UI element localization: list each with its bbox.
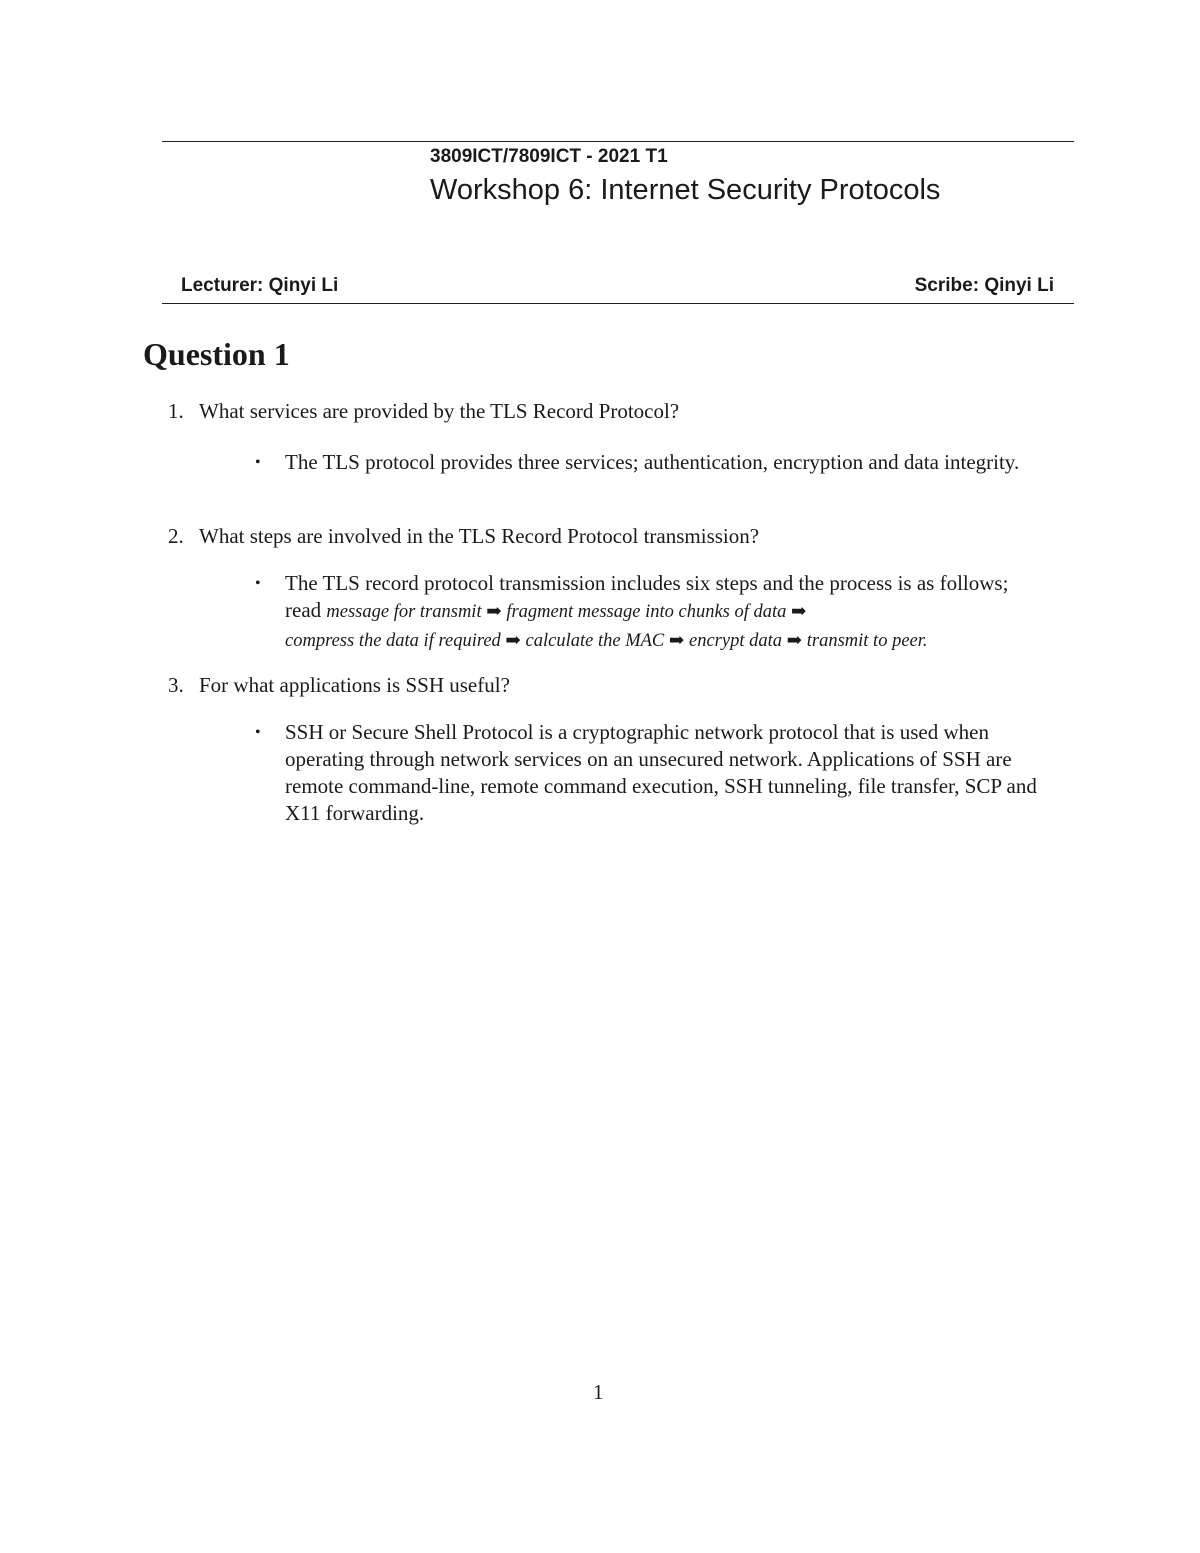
- question-text: What services are provided by the TLS Record Protocol?: [199, 399, 680, 423]
- scribe-label: Scribe: Qinyi Li: [914, 275, 1054, 296]
- question-2: [168, 523, 759, 550]
- answer-text: [285, 570, 1035, 655]
- question-1: [168, 398, 679, 425]
- answer-prefix: The TLS record protocol transmission includes six steps and the process is as follows; read: [285, 571, 1009, 622]
- bullet-icon: •: [255, 454, 261, 471]
- question-number: 2.: [168, 524, 184, 548]
- question-text: For what applications is SSH useful?: [199, 673, 510, 697]
- course-code: 3809ICT/7809ICT - 2021 T1: [430, 146, 668, 167]
- page-title: Workshop 6: Internet Security Protocols: [430, 174, 941, 206]
- bullet-icon: •: [255, 575, 261, 592]
- question-text: What steps are involved in the TLS Record Protocol transmission?: [199, 524, 760, 548]
- question-3: [168, 672, 510, 699]
- question-number: 3.: [168, 673, 184, 697]
- answer-text: The TLS protocol provides three services; authentication, encryption and data integrity.: [285, 450, 1020, 474]
- answer-text: SSH or Secure Shell Protocol is a cryptographic network protocol that is used when operating through network services on an unsecured network. Applications of SSH are remote command-line, remote command execution, SSH tunneling, file transfer, SCP and X11 forwarding.: [285, 720, 1037, 825]
- page-number: 1: [593, 1380, 604, 1404]
- answer-2: [255, 570, 1035, 655]
- section-heading: Question 1: [143, 336, 290, 372]
- steps-line-1: message for transmit ➡ fragment message into chunks of data ➡: [326, 602, 807, 622]
- answer-3: [255, 719, 1055, 827]
- answer-1: [255, 449, 1035, 476]
- question-number: 1.: [168, 399, 184, 423]
- bullet-icon: •: [255, 724, 261, 741]
- header-top-rule: [162, 141, 1074, 142]
- steps-line-2: compress the data if required ➡ calculate the MAC ➡ encrypt data ➡ transmit to peer.: [285, 631, 928, 651]
- header-bottom-rule: [162, 303, 1074, 304]
- lecturer-label: Lecturer: Qinyi Li: [181, 275, 339, 296]
